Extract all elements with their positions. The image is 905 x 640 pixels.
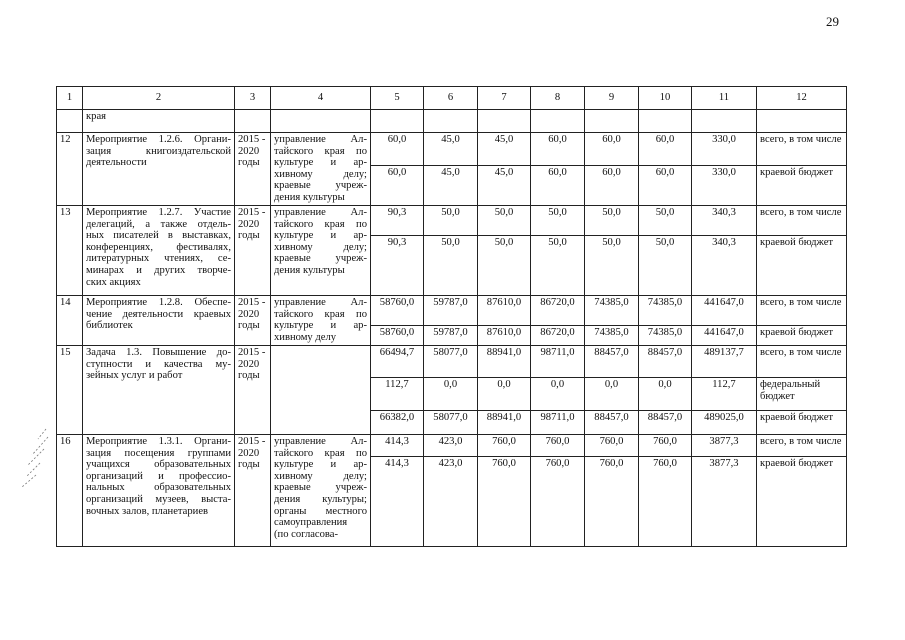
measure-name-line: зация книгоиздательской (86, 145, 231, 157)
executor-line: тайского края по (274, 145, 367, 157)
funding-source: всего, в том числе (757, 133, 847, 166)
amount-cell: 3877,3 (692, 457, 757, 547)
amount-cell: 58760,0 (371, 296, 424, 326)
row-number: 13 (57, 206, 83, 296)
amount-cell: 0,0 (585, 378, 639, 411)
measure-name (83, 296, 235, 346)
cell-empty (478, 110, 531, 133)
amount-cell: 50,0 (424, 206, 478, 236)
executor-line: хивному делу; (274, 470, 367, 482)
amount-cell: 760,0 (639, 457, 692, 547)
measure-name-line: делегаций, а также отдель- (86, 218, 231, 230)
funding-source: краевой бюджет (757, 236, 847, 296)
period-line: 2020 (238, 218, 260, 230)
executor-line: тайского края по (274, 447, 367, 459)
period-line: 2020 (238, 145, 260, 157)
row-number: 14 (57, 296, 83, 346)
executor (271, 206, 371, 296)
row-number: 15 (57, 346, 83, 435)
amount-cell: 423,0 (424, 435, 478, 457)
period-line: 2020 (238, 308, 260, 320)
period-line: годы (238, 320, 260, 332)
amount-cell: 60,0 (639, 166, 692, 206)
period-line: годы (238, 459, 260, 471)
table-row (57, 296, 847, 326)
amount-cell: 489025,0 (692, 411, 757, 435)
period (235, 296, 271, 346)
amount-cell: 0,0 (478, 378, 531, 411)
executor-line: тайского края по (274, 218, 367, 230)
column-header: 1 (57, 87, 83, 110)
measure-name-line: Мероприятие 1.2.7. Участие (86, 207, 231, 218)
period (235, 435, 271, 547)
measure-name-line: зация посещения группами (86, 447, 231, 459)
budget-table (56, 86, 847, 547)
executor-line: управление Ал- (274, 436, 367, 447)
amount-cell: 60,0 (585, 166, 639, 206)
executor-line: (по согласова- (274, 528, 339, 540)
amount-cell: 60,0 (371, 133, 424, 166)
executor-line: управление Ал- (274, 207, 367, 218)
amount-cell: 98711,0 (531, 411, 585, 435)
measure-name-line: литературных чтениях, се- (86, 253, 231, 265)
measure-name-line: вочных залов, планетариев (86, 505, 209, 517)
executor-line: тайского края по (274, 308, 367, 320)
cell-empty (57, 110, 83, 133)
amount-cell: 760,0 (585, 435, 639, 457)
cell-empty (424, 110, 478, 133)
period-line: годы (238, 230, 260, 242)
period-line: 2020 (238, 358, 260, 370)
amount-cell: 0,0 (639, 378, 692, 411)
executor-line: хивному делу; (274, 241, 367, 253)
column-header: 6 (424, 87, 478, 110)
executor-line: краевые учреж- (274, 253, 367, 265)
continuation-row (57, 110, 847, 133)
executor (271, 435, 371, 547)
measure-name (83, 435, 235, 547)
funding-source: всего, в том числе (757, 435, 847, 457)
measure-name-line: организаций музеев, выста- (86, 493, 231, 505)
executor-line: хивному делу; (274, 168, 367, 180)
measure-name-line: Мероприятие 1.3.1. Органи- (86, 436, 231, 447)
amount-cell: 66494,7 (371, 346, 424, 378)
cell-empty (585, 110, 639, 133)
amount-cell: 60,0 (531, 166, 585, 206)
amount-cell: 45,0 (478, 166, 531, 206)
column-header: 11 (692, 87, 757, 110)
amount-cell: 87610,0 (478, 296, 531, 326)
funding-source: краевой бюджет (757, 326, 847, 346)
measure-name (83, 133, 235, 206)
amount-cell: 88457,0 (639, 346, 692, 378)
amount-cell: 50,0 (585, 236, 639, 296)
measure-name (83, 206, 235, 296)
amount-cell: 330,0 (692, 133, 757, 166)
table-row (57, 435, 847, 457)
measure-name-line: конференциях, фестивалях, (86, 241, 231, 253)
measure-name-line: Мероприятие 1.2.6. Органи- (86, 134, 231, 145)
funding-source: всего, в том числе (757, 296, 847, 326)
table-row (57, 206, 847, 236)
measure-name-line: минарах и других творче- (86, 264, 231, 276)
period-line: 2015 - (238, 347, 266, 358)
row-number: 12 (57, 133, 83, 206)
executor-line: дения культуры; (274, 493, 367, 505)
amount-cell: 760,0 (639, 435, 692, 457)
amount-cell: 50,0 (478, 206, 531, 236)
measure-name-line: деятельности (86, 157, 147, 169)
continuation-text: края (83, 110, 235, 133)
executor-line: дения культуры (274, 191, 345, 203)
executor-line: хивному делу (274, 331, 337, 343)
cell-empty (692, 110, 757, 133)
executor-line: культуре и ар- (274, 230, 367, 242)
amount-cell: 489137,7 (692, 346, 757, 378)
cell-empty (531, 110, 585, 133)
amount-cell: 88941,0 (478, 411, 531, 435)
column-header: 4 (271, 87, 371, 110)
amount-cell: 340,3 (692, 236, 757, 296)
period-line: 2015 - (238, 297, 266, 308)
amount-cell: 340,3 (692, 206, 757, 236)
period (235, 206, 271, 296)
executor-line: культуре и ар- (274, 320, 367, 332)
margin-scribble (18, 425, 58, 495)
funding-source: всего, в том числе (757, 346, 847, 378)
column-header: 7 (478, 87, 531, 110)
amount-cell: 90,3 (371, 206, 424, 236)
amount-cell: 50,0 (531, 206, 585, 236)
amount-cell: 58077,0 (424, 411, 478, 435)
cell-empty (639, 110, 692, 133)
amount-cell: 760,0 (478, 457, 531, 547)
measure-name-line: Задача 1.3. Повышение до- (86, 347, 231, 358)
amount-cell: 86720,0 (531, 326, 585, 346)
amount-cell: 0,0 (424, 378, 478, 411)
amount-cell: 50,0 (531, 236, 585, 296)
amount-cell: 59787,0 (424, 296, 478, 326)
funding-source: краевой бюджет (757, 166, 847, 206)
period-line: 2015 - (238, 207, 266, 218)
period-line: 2020 (238, 447, 260, 459)
amount-cell: 414,3 (371, 457, 424, 547)
executor (271, 296, 371, 346)
executor-line: краевые учреж- (274, 180, 367, 192)
column-header: 10 (639, 87, 692, 110)
amount-cell: 88457,0 (639, 411, 692, 435)
amount-cell: 50,0 (639, 236, 692, 296)
table-row (57, 133, 847, 166)
amount-cell: 414,3 (371, 435, 424, 457)
amount-cell: 87610,0 (478, 326, 531, 346)
amount-cell: 74385,0 (639, 296, 692, 326)
amount-cell: 50,0 (639, 206, 692, 236)
amount-cell: 3877,3 (692, 435, 757, 457)
amount-cell: 88457,0 (585, 346, 639, 378)
period-line: годы (238, 157, 260, 169)
measure-name-line: ных писателей в выставках, (86, 230, 231, 242)
column-header: 8 (531, 87, 585, 110)
amount-cell: 59787,0 (424, 326, 478, 346)
funding-source: всего, в том числе (757, 206, 847, 236)
amount-cell: 50,0 (585, 206, 639, 236)
column-header: 9 (585, 87, 639, 110)
amount-cell: 58077,0 (424, 346, 478, 378)
amount-cell: 74385,0 (585, 326, 639, 346)
amount-cell: 760,0 (531, 435, 585, 457)
cell-empty (757, 110, 847, 133)
executor (271, 133, 371, 206)
executor-line: краевые учреж- (274, 482, 367, 494)
measure-name-line: чение деятельности краевых (86, 308, 231, 320)
measure-name-line: зейных услуг и работ (86, 370, 183, 382)
cell-empty (235, 110, 271, 133)
period (235, 133, 271, 206)
amount-cell: 760,0 (585, 457, 639, 547)
amount-cell: 88457,0 (585, 411, 639, 435)
amount-cell: 50,0 (424, 236, 478, 296)
amount-cell: 60,0 (585, 133, 639, 166)
period-line: 2015 - (238, 436, 266, 447)
amount-cell: 760,0 (531, 457, 585, 547)
measure-name-line: Мероприятие 1.2.8. Обеспе- (86, 297, 231, 308)
period-line: 2015 - (238, 134, 266, 145)
measure-name-line: учащихся образовательных (86, 459, 231, 471)
header-row (57, 87, 847, 110)
amount-cell: 60,0 (531, 133, 585, 166)
funding-source: краевой бюджет (757, 411, 847, 435)
measure-name-line: ских акциях (86, 276, 141, 288)
amount-cell: 86720,0 (531, 296, 585, 326)
amount-cell: 0,0 (531, 378, 585, 411)
cell-empty (271, 110, 371, 133)
amount-cell: 441647,0 (692, 326, 757, 346)
period-line: годы (238, 370, 260, 382)
column-header: 12 (757, 87, 847, 110)
executor-line: дения культуры (274, 264, 345, 276)
measure-name-line: организаций и профессио- (86, 470, 231, 482)
executor-line: самоуправления (274, 517, 348, 529)
executor (271, 346, 371, 435)
amount-cell: 50,0 (478, 236, 531, 296)
row-number: 16 (57, 435, 83, 547)
measure-name-line: ступности и качества му- (86, 358, 231, 370)
measure-name-line: нальных образовательных (86, 482, 231, 494)
funding-source: федеральный бюджет (757, 378, 847, 411)
column-header: 5 (371, 87, 424, 110)
page-number: 29 (826, 14, 839, 29)
amount-cell: 90,3 (371, 236, 424, 296)
amount-cell: 45,0 (424, 166, 478, 206)
executor-line: управление Ал- (274, 297, 367, 308)
amount-cell: 98711,0 (531, 346, 585, 378)
executor-line: органы местного (274, 505, 367, 517)
table-row (57, 346, 847, 378)
amount-cell: 88941,0 (478, 346, 531, 378)
amount-cell: 58760,0 (371, 326, 424, 346)
executor-line: культуре и ар- (274, 459, 367, 471)
executor-line: культуре и ар- (274, 157, 367, 169)
amount-cell: 112,7 (692, 378, 757, 411)
column-header: 3 (235, 87, 271, 110)
column-header: 2 (83, 87, 235, 110)
period (235, 346, 271, 435)
measure-name-line: библиотек (86, 320, 133, 332)
amount-cell: 60,0 (639, 133, 692, 166)
executor-line: управление Ал- (274, 134, 367, 145)
amount-cell: 74385,0 (639, 326, 692, 346)
amount-cell: 45,0 (478, 133, 531, 166)
amount-cell: 441647,0 (692, 296, 757, 326)
amount-cell: 112,7 (371, 378, 424, 411)
measure-name (83, 346, 235, 435)
amount-cell: 423,0 (424, 457, 478, 547)
cell-empty (371, 110, 424, 133)
funding-source: краевой бюджет (757, 457, 847, 547)
amount-cell: 60,0 (371, 166, 424, 206)
amount-cell: 330,0 (692, 166, 757, 206)
amount-cell: 760,0 (478, 435, 531, 457)
amount-cell: 66382,0 (371, 411, 424, 435)
amount-cell: 74385,0 (585, 296, 639, 326)
amount-cell: 45,0 (424, 133, 478, 166)
